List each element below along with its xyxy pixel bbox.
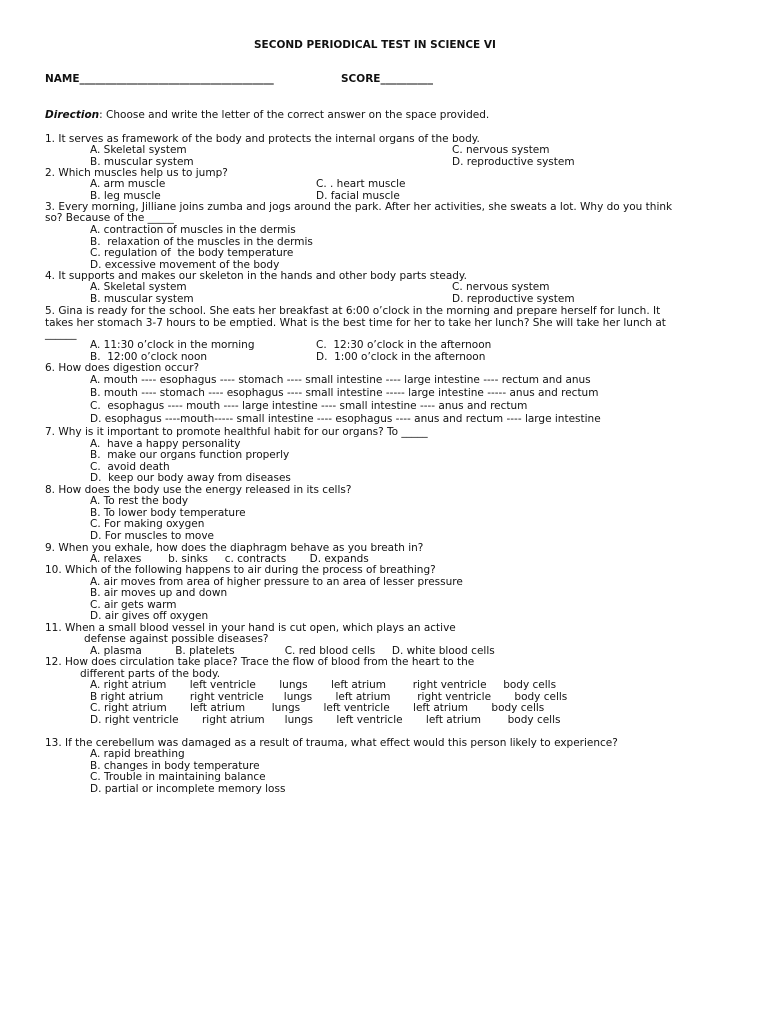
q10-option-c: C. air gets warm bbox=[90, 599, 177, 611]
test-title: SECOND PERIODICAL TEST IN SCIENCE VI bbox=[254, 39, 496, 51]
q6-option-a: A. mouth ---- esophagus ---- stomach ---- small intestine ---- large intestine ---- rectum and anus bbox=[90, 374, 591, 386]
q1-option-c: C. nervous system bbox=[452, 144, 550, 156]
question-11-line-1: 11. When a small blood vessel in your hand is cut open, which plays an active bbox=[45, 622, 456, 634]
q3-option-b: B. relaxation of the muscles in the dermis bbox=[90, 236, 313, 248]
q2-option-b: B. leg muscle bbox=[90, 190, 161, 202]
q7-option-d: D. keep our body away from diseases bbox=[90, 472, 291, 484]
question-10: 10. Which of the following happens to air during the process of breathing? bbox=[45, 564, 436, 576]
q7-option-a: A. have a happy personality bbox=[90, 438, 241, 450]
score-label: SCORE bbox=[341, 73, 381, 85]
q6-option-c: C. esophagus ---- mouth ---- large intestine ---- small intestine ---- anus and rectum bbox=[90, 400, 528, 412]
q8-option-d: D. For muscles to move bbox=[90, 530, 215, 542]
direction bbox=[45, 109, 489, 121]
q5-option-b: B. 12:00 o’clock noon bbox=[90, 351, 208, 363]
q10-option-b: B. air moves up and down bbox=[90, 587, 228, 599]
q5-option-a: A. 11:30 o’clock in the morning bbox=[90, 339, 255, 351]
q10-option-a: A. air moves from area of higher pressure to an area of lesser pressure bbox=[90, 576, 463, 588]
question-3-line-2: so? Because of the _____ bbox=[45, 212, 174, 224]
q4-option-a: A. Skeletal system bbox=[90, 281, 187, 293]
direction-label: Direction bbox=[45, 109, 100, 121]
question-1: 1. It serves as framework of the body and protects the internal organs of the body. bbox=[45, 133, 480, 145]
q6-option-b: B. mouth ---- stomach ---- esophagus ---- small intestine ----- large intestine ----- anus and rectum bbox=[90, 387, 599, 399]
q8-option-a: A. To rest the body bbox=[90, 495, 189, 507]
q12-option-a: A. right atrium left ventricle lungs left atrium right ventricle body cells bbox=[90, 679, 557, 691]
question-7: 7. Why is it important to promote healthful habit for our organs? To _____ bbox=[45, 426, 428, 438]
q7-option-b: B. make our organs function properly bbox=[90, 449, 290, 461]
question-13: 13. If the cerebellum was damaged as a result of trauma, what effect would this person likely to experience? bbox=[45, 737, 618, 749]
question-11-line-2: defense against possible diseases? bbox=[84, 633, 269, 645]
question-5-line-2: takes her stomach 3-7 hours to be emptied. What is the best time for her to take her lunch? She will take her lunch at bbox=[45, 317, 666, 329]
question-12-line-2: different parts of the body. bbox=[80, 668, 221, 680]
q6-option-d: D. esophagus ----mouth----- small intestine ---- esophagus ---- anus and rectum ---- large intestine bbox=[90, 413, 601, 425]
q12-option-d: D. right ventricle right atrium lungs left ventricle left atrium body cells bbox=[90, 714, 561, 726]
name-label: NAME bbox=[45, 73, 80, 85]
question-5-line-1: 5. Gina is ready for the school. She eats her breakfast at 6:00 o’clock in the morning and prepare herself for lunch. It bbox=[45, 305, 661, 317]
q11-options: A. plasma B. platelets C. red blood cells D. white blood cells bbox=[90, 645, 495, 657]
q8-option-c: C. For making oxygen bbox=[90, 518, 205, 530]
q5-option-c: C. 12:30 o’clock in the afternoon bbox=[316, 339, 492, 351]
question-2: 2. Which muscles help us to jump? bbox=[45, 167, 228, 179]
direction-text: : Choose and write the letter of the correct answer on the space provided. bbox=[99, 109, 490, 121]
q4-option-b: B. muscular system bbox=[90, 293, 194, 305]
name-blank: _____________________________________ bbox=[79, 73, 274, 85]
question-8: 8. How does the body use the energy released in its cells? bbox=[45, 484, 352, 496]
q5-option-d: D. 1:00 o’clock in the afternoon bbox=[316, 351, 486, 363]
name-line bbox=[45, 73, 274, 85]
q2-option-d: D. facial muscle bbox=[316, 190, 400, 202]
question-6: 6. How does digestion occur? bbox=[45, 362, 200, 374]
q3-option-a: A. contraction of muscles in the dermis bbox=[90, 224, 296, 236]
q8-option-b: B. To lower body temperature bbox=[90, 507, 246, 519]
score-blank: __________ bbox=[380, 73, 433, 85]
q13-option-a: A. rapid breathing bbox=[90, 748, 185, 760]
q2-option-c: C. . heart muscle bbox=[316, 178, 406, 190]
q4-option-d: D. reproductive system bbox=[452, 293, 575, 305]
question-3-line-1: 3. Every morning, Jilliane joins zumba and jogs around the park. After her activities, she sweats a lot. Why do you think bbox=[45, 201, 673, 213]
q12-option-c: C. right atrium left atrium lungs left ventricle left atrium body cells bbox=[90, 702, 545, 714]
q12-option-b: B right atrium right ventricle lungs left atrium right ventricle body cells bbox=[90, 691, 568, 703]
q3-option-d: D. excessive movement of the body bbox=[90, 259, 280, 271]
q1-option-b: B. muscular system bbox=[90, 156, 194, 168]
question-9: 9. When you exhale, how does the diaphragm behave as you breath in? bbox=[45, 542, 424, 554]
q9-options: A. relaxes b. sinks c. contracts D. expands bbox=[90, 553, 369, 565]
score-line bbox=[341, 73, 433, 85]
q2-option-a: A. arm muscle bbox=[90, 178, 166, 190]
q3-option-c: C. regulation of the body temperature bbox=[90, 247, 294, 259]
q4-option-c: C. nervous system bbox=[452, 281, 550, 293]
question-12-line-1: 12. How does circulation take place? Trace the flow of blood from the heart to the bbox=[45, 656, 475, 668]
question-5-blank: ______ bbox=[45, 328, 77, 340]
q10-option-d: D. air gives off oxygen bbox=[90, 610, 209, 622]
q13-option-b: B. changes in body temperature bbox=[90, 760, 260, 772]
q13-option-c: C. Trouble in maintaining balance bbox=[90, 771, 266, 783]
q1-option-a: A. Skeletal system bbox=[90, 144, 187, 156]
q7-option-c: C. avoid death bbox=[90, 461, 170, 473]
question-4: 4. It supports and makes our skeleton in the hands and other body parts steady. bbox=[45, 270, 467, 282]
q13-option-d: D. partial or incomplete memory loss bbox=[90, 783, 286, 795]
q1-option-d: D. reproductive system bbox=[452, 156, 575, 168]
